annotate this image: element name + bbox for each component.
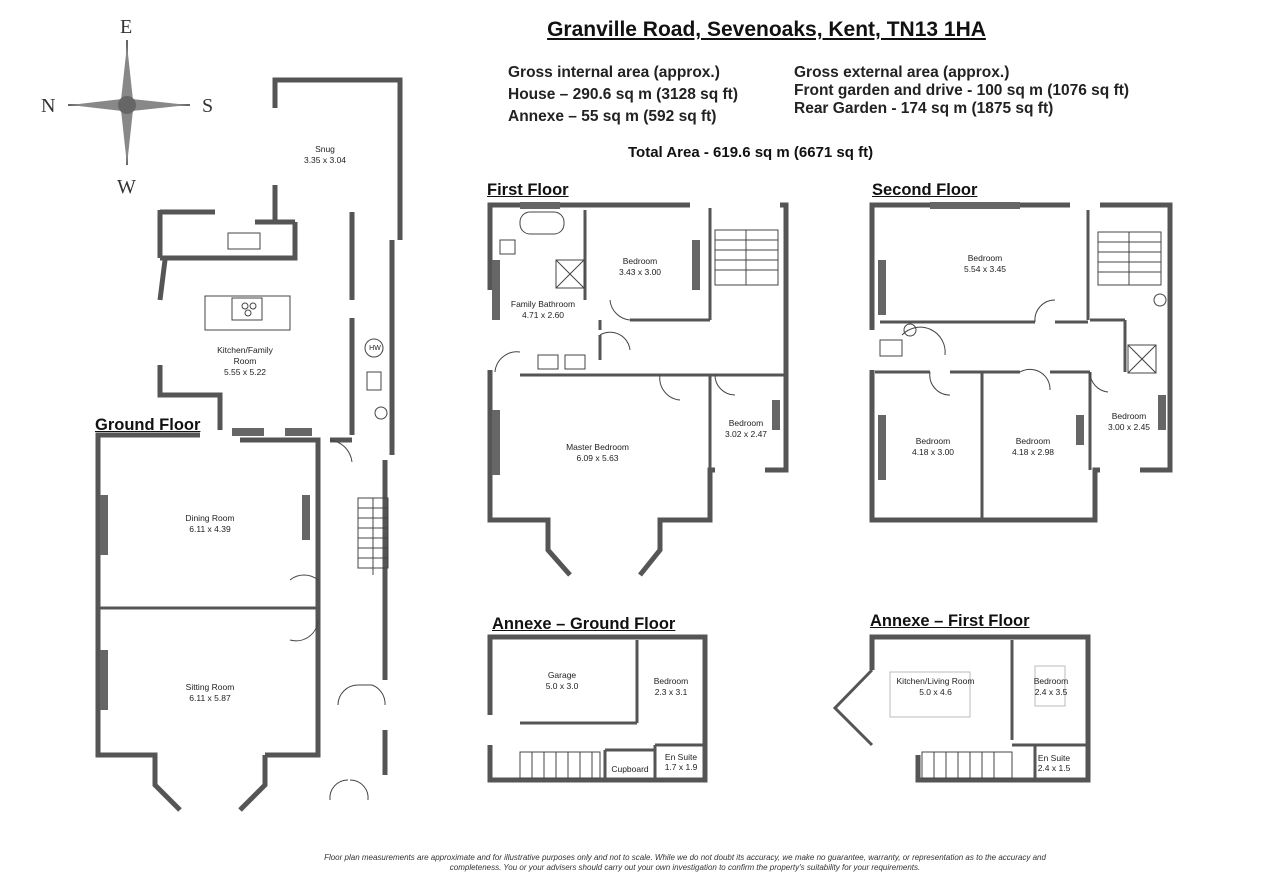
annexe-first-floor-label: Annexe – First Floor <box>870 612 1030 630</box>
room-master-bedroom: Master Bedroom 6.09 x 5.63 <box>566 442 629 463</box>
hot-water-label: HW <box>369 345 381 352</box>
room-second-bedroom-d: Bedroom 3.00 x 2.45 <box>1107 411 1151 432</box>
annexe-ground-floor-label: Annexe – Ground Floor <box>492 615 676 633</box>
gea-label: Gross external area (approx.) <box>794 64 1010 81</box>
compass-north: N <box>41 95 56 117</box>
first-floor-label: First Floor <box>487 181 569 199</box>
second-floor-label: Second Floor <box>872 181 978 199</box>
gia-label: Gross internal area (approx.) <box>508 64 720 81</box>
rear-garden-area: Rear Garden - 174 sq m (1875 sq ft) <box>794 100 1054 117</box>
room-sitting: Sitting Room 6.11 x 5.87 <box>185 682 235 703</box>
annexe-area: Annexe – 55 sq m (592 sq ft) <box>508 108 717 125</box>
room-second-bedroom-a: Bedroom 5.54 x 3.45 <box>963 253 1007 274</box>
room-snug: Snug 3.35 x 3.04 <box>303 144 347 165</box>
room-annexe-first-bedroom: Bedroom 2.4 x 3.5 <box>1033 676 1069 697</box>
ground-floor-label: Ground Floor <box>95 416 201 434</box>
room-first-bedroom-b: Bedroom 3.02 x 2.47 <box>724 418 768 439</box>
room-cupboard: Cupboard <box>611 764 649 774</box>
front-garden-area: Front garden and drive - 100 sq m (1076 sq ft) <box>794 82 1130 99</box>
room-annexe-ground-ensuite: En Suite 1.7 x 1.9 <box>664 752 698 772</box>
disclaimer: Floor plan measurements are approximate and for illustrative purposes only and not to scale. While we do not doubt its accuracy, we make no guarantee, warranty, or representation as to the accuracy and completeness. You or your advisers should carry out your own investigation to confirm the property's suitability for your requirements. <box>324 853 1046 872</box>
fixtures <box>205 212 1166 800</box>
room-annexe-ground-bedroom: Bedroom 2.3 x 3.1 <box>653 676 689 697</box>
house-area: House – 290.6 sq m (3128 sq ft) <box>508 86 739 103</box>
room-annexe-first-ensuite: En Suite 2.4 x 1.5 <box>1037 753 1071 773</box>
room-second-bedroom-b: Bedroom 4.18 x 3.00 <box>911 436 955 457</box>
room-first-bedroom-a: Bedroom 3.43 x 3.00 <box>618 256 662 277</box>
room-annexe-kitchen-living: Kitchen/Living Room 5.0 x 4.6 <box>896 676 975 697</box>
room-family-bathroom: Family Bathroom 4.71 x 2.60 <box>510 299 576 320</box>
room-kitchen-family: Kitchen/Family Room 5.55 x 5.22 <box>217 345 273 377</box>
page-title: Granville Road, Sevenoaks, Kent, TN13 1HA <box>547 18 986 41</box>
compass-rose <box>68 40 190 165</box>
room-garage: Garage 5.0 x 3.0 <box>545 670 579 691</box>
gross-internal-area-block <box>508 62 738 128</box>
compass-east: E <box>120 16 133 38</box>
compass-west: W <box>117 176 136 198</box>
total-area: Total Area - 619.6 sq m (6671 sq ft) <box>628 144 874 161</box>
gross-external-area-block <box>794 64 1129 118</box>
compass-south: S <box>202 95 214 117</box>
room-second-bedroom-c: Bedroom 4.18 x 2.98 <box>1011 436 1055 457</box>
room-dining: Dining Room 6.11 x 4.39 <box>185 513 235 534</box>
